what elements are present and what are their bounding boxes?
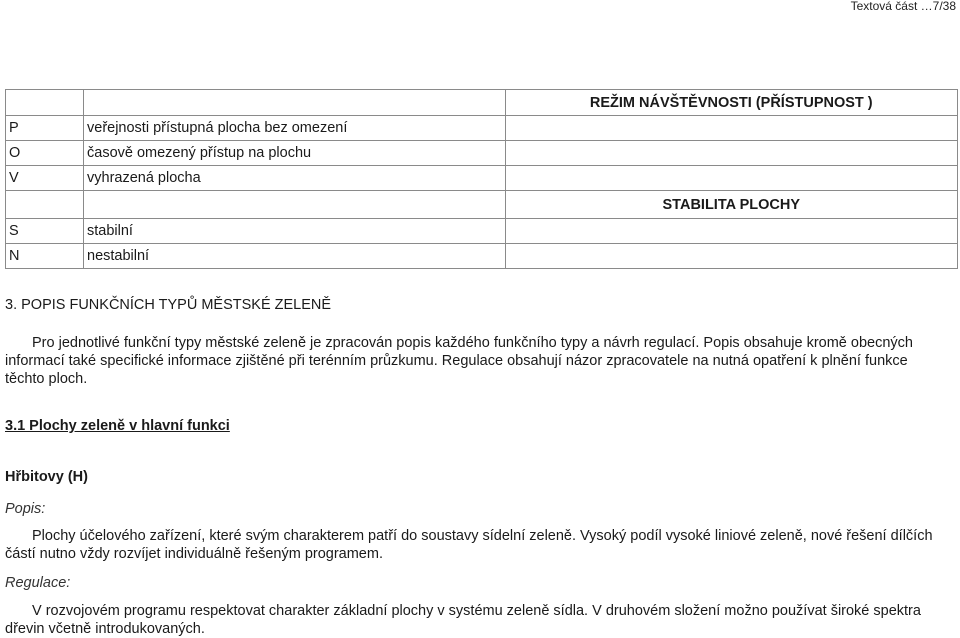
regulace-line: dřevin včetně introdukovaných.: [5, 621, 205, 637]
legend-label: vyhrazená plocha: [84, 166, 506, 191]
legend-row: [6, 244, 958, 269]
legend-label-cell: [84, 191, 506, 219]
legend-code: V: [6, 166, 84, 191]
popis-label: Popis:: [5, 501, 46, 517]
legend-label: stabilní: [84, 219, 506, 244]
legend-heading-row: [6, 191, 958, 219]
legend-row: [6, 141, 958, 166]
intro-paragraph: [5, 334, 958, 388]
legend-empty-cell: [505, 141, 957, 166]
popis-paragraph: [5, 527, 958, 563]
legend-code-cell: [6, 191, 84, 219]
page-number-label: Textová část …7/38: [850, 0, 956, 13]
intro-line: informací také specifické informace zjištěné při terénním průzkumu. Regulace obsahují názor zpracovatele na nutná opatření k plnění funkce: [5, 353, 908, 369]
legend-label: časově omezený přístup na plochu: [84, 141, 506, 166]
legend-label: veřejnosti přístupná plocha bez omezení: [84, 116, 506, 141]
legend-empty-cell: [505, 219, 957, 244]
subsection-title: 3.1 Plochy zeleně v hlavní funkci: [5, 418, 230, 434]
regulace-line: V rozvojovém programu respektovat charakter základní plochy v systému zeleně sídla. V druhovém složení možno používat široké spektra: [32, 603, 921, 619]
legend-heading-row: [6, 90, 958, 116]
legend-code: O: [6, 141, 84, 166]
popis-line: částí nutno vždy rozvíjet individuálně řešeným programem.: [5, 546, 383, 562]
legend-label-cell: [84, 90, 506, 116]
legend-row: [6, 219, 958, 244]
intro-line: těchto ploch.: [5, 371, 88, 387]
legend-table: [5, 89, 958, 269]
legend-code: S: [6, 219, 84, 244]
legend-empty-cell: [505, 166, 957, 191]
legend-empty-cell: [505, 116, 957, 141]
stability-heading: STABILITA PLOCHY: [505, 191, 957, 219]
category-title: Hřbitovy (H): [5, 469, 88, 485]
popis-line: Plochy účelového zařízení, které svým charakterem patří do soustavy sídelní zeleně. Vysoký podíl vysoké liniové zeleně, nové řešení dílčích: [32, 528, 933, 544]
legend-row: [6, 166, 958, 191]
section-title: 3. POPIS FUNKČNÍCH TYPŮ MĚSTSKÉ ZELENĚ: [5, 297, 332, 313]
legend-row: [6, 116, 958, 141]
intro-line: Pro jednotlivé funkční typy městské zeleně je zpracován popis každého funkčního typy a návrh regulací. Popis obsahuje kromě obecných: [32, 335, 913, 351]
legend-code: P: [6, 116, 84, 141]
regulace-label: Regulace:: [5, 575, 71, 591]
regulace-paragraph: [5, 602, 958, 638]
legend-label: nestabilní: [84, 244, 506, 269]
legend-code: N: [6, 244, 84, 269]
legend-empty-cell: [505, 244, 957, 269]
access-heading: REŽIM NÁVŠTĚVNOSTI (PŘÍSTUPNOST ): [505, 90, 957, 116]
legend-code-cell: [6, 90, 84, 116]
